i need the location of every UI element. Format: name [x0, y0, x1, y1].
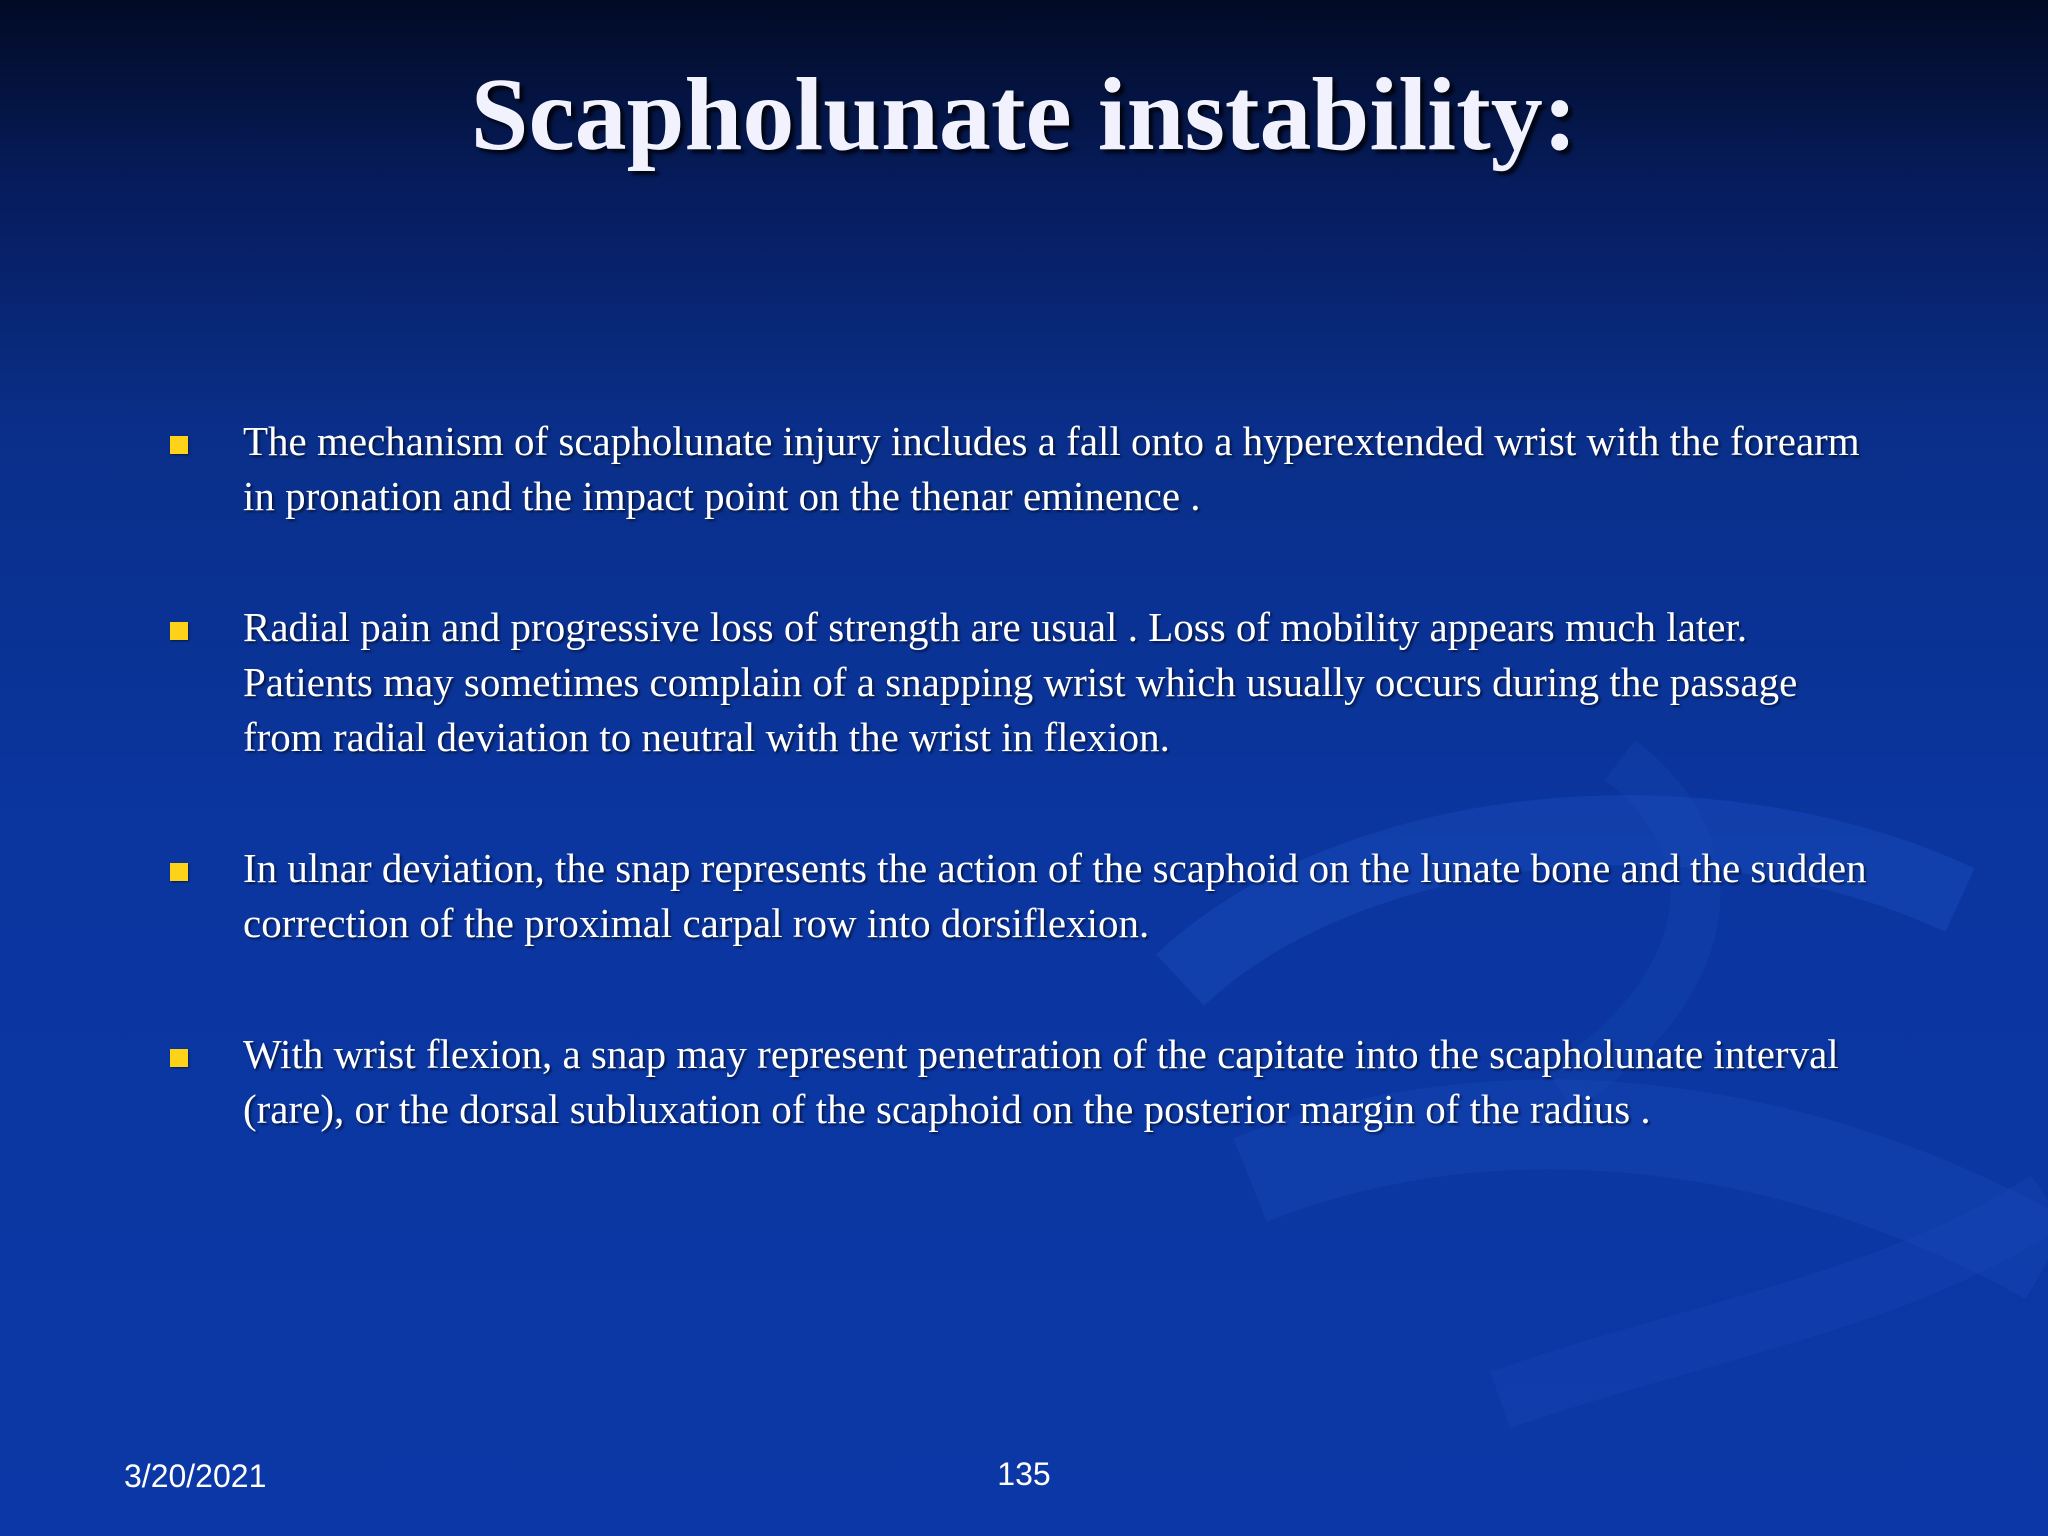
- bullet-item: [0, 1027, 1883, 1137]
- page-number: 135: [997, 1456, 1051, 1492]
- bullet-item: [0, 841, 1883, 951]
- square-bullet-icon: [170, 436, 188, 454]
- bullet-text: Radial pain and progressive loss of strength are usual . Loss of mobility appears much later. Patients may sometimes complain of a snapping wrist which usually occurs during the passage from radial deviation to neutral with the wrist in flexion.: [243, 604, 1798, 760]
- square-bullet-icon: [170, 863, 188, 881]
- bullet-item: [0, 600, 1883, 765]
- bullet-text: With wrist flexion, a snap may represent penetration of the capitate into the scapholunate interval (rare), or the dorsal subluxation of the scaphoid on the posterior margin of the radius .: [243, 1031, 1839, 1132]
- bullet-item: [0, 414, 1883, 524]
- square-bullet-icon: [170, 622, 188, 640]
- bullet-text: In ulnar deviation, the snap represents the action of the scaphoid on the lunate bone and the sudden correction of the proximal carpal row into dorsiflexion.: [243, 845, 1867, 946]
- slide-title: Scapholunate instability:: [470, 57, 1578, 172]
- bullet-text: The mechanism of scapholunate injury includes a fall onto a hyperextended wrist with the forearm in pronation and the impact point on the thenar eminence .: [243, 418, 1860, 519]
- bullet-list: [0, 414, 2048, 1213]
- footer-date: 3/20/2021: [124, 1458, 267, 1494]
- square-bullet-icon: [170, 1049, 188, 1067]
